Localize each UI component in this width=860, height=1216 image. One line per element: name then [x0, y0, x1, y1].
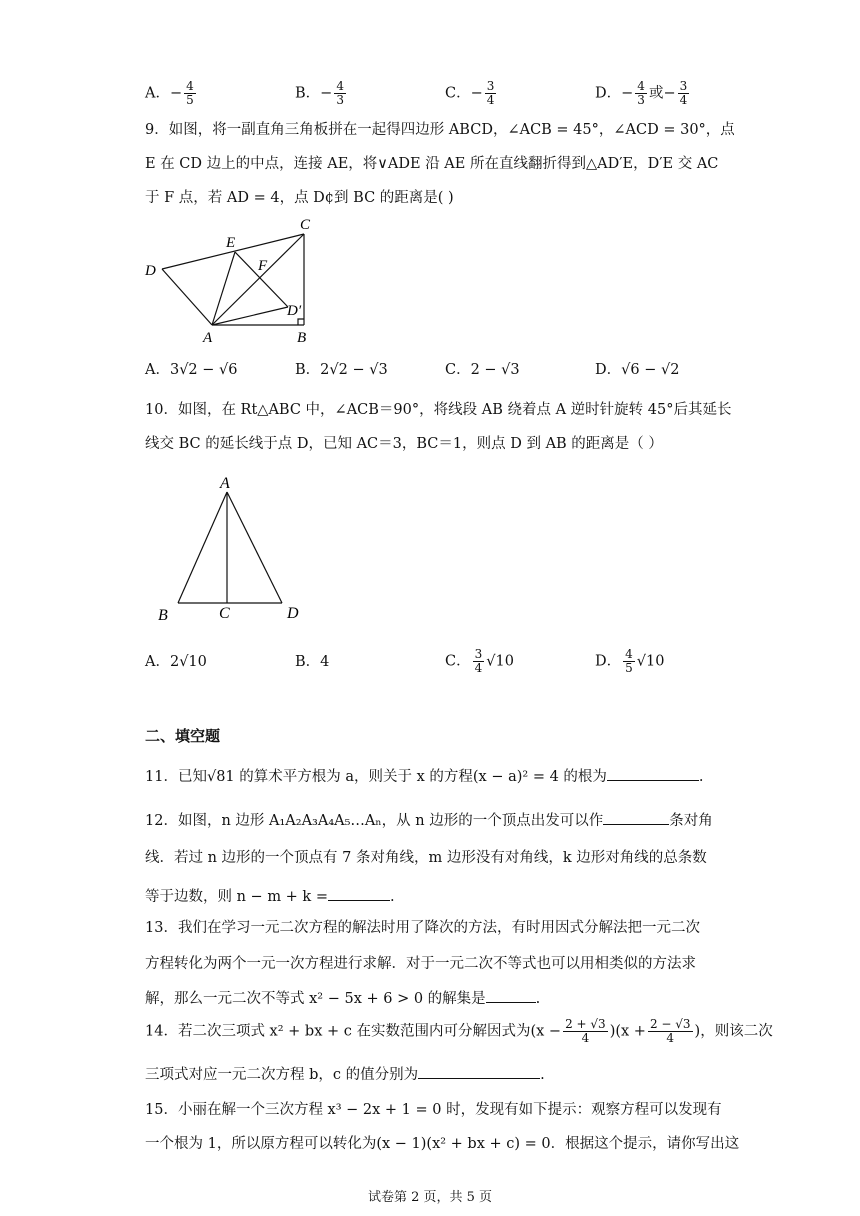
q9-line-3: 于 F 点，若 AD = 4，点 D¢到 BC 的距离是( )	[145, 190, 454, 206]
q12-answer-blank-1	[603, 810, 669, 825]
q11-line: 11．已知√81 的算术平方根为 a，则关于 x 的方程(x − a)² = 4 的根为 .	[145, 766, 704, 787]
section-title-fill-in: 二、填空题	[145, 727, 221, 745]
q8-option-a-fraction: $\frac{4}{5}$	[186, 79, 194, 107]
q14-line-2: 三项式对应一元二次方程 b，c 的值分别为 .	[145, 1064, 545, 1085]
q10-line-2: 线交 BC 的延长线于点 D，已知 AC＝3，BC＝1，则点 D 到 AB 的距离是（ ）	[145, 436, 663, 452]
q10-option-d: D． $\frac{4}{5}$ √10	[595, 647, 665, 675]
q10-figure	[148, 472, 318, 632]
q9-label-dprime: D′	[287, 303, 302, 319]
q13-line-2: 方程转化为两个一元一次方程进行求解．对于一元二次不等式也可以用相类似的方法求	[145, 956, 696, 972]
q9-option-b: B．2√2 − √3	[295, 362, 388, 378]
q9-figure	[140, 212, 340, 347]
q10-label-b: B	[158, 607, 168, 624]
q10-label-a: A	[220, 475, 230, 492]
q15-line-2: 一个根为 1，所以原方程可以转化为(x − 1)(x² + bx + c) = 0．根据这个提示，请你写出这	[145, 1136, 740, 1152]
q15-line-1: 15．小丽在解一个三次方程 x³ − 2x + 1 = 0 时，发现有如下提示：观察方程可以发现有	[145, 1102, 722, 1118]
page-footer: 试卷第 2 页，共 5 页	[367, 1190, 493, 1205]
q14-fraction-1: $\frac{2 + √3}{4}$	[565, 1017, 606, 1045]
q9-label-d: D	[145, 263, 156, 279]
q10-label-c: C	[219, 605, 230, 622]
q9-label-e: E	[226, 235, 236, 251]
q10-line-1: 10．如图，在 Rt△ABC 中，∠ACB＝90°，将线段 AB 绕着点 A 逆时针旋转 45°后其延长	[145, 402, 732, 418]
q14-line-1: 14．若二次三项式 x² + bx + c 在实数范围内可分解因式为(x − $\frac{2 + √3}{4}$ )(x + $\frac{2 - √3}{4}$ )，则该二次	[145, 1017, 773, 1045]
q13-line-1: 13．我们在学习一元二次方程的解法时用了降次的方法，有时用因式分解法把一元二次	[145, 920, 700, 936]
q10-label-d: D	[287, 605, 299, 622]
q9-label-a: A	[203, 330, 213, 346]
q13-line-3: 解，那么一元二次不等式 x² − 5x + 6 > 0 的解集是 .	[145, 988, 540, 1009]
q8-option-b: B．− $\frac{4}{3}$	[295, 79, 344, 107]
q9-label-f: F	[258, 258, 268, 274]
q9-label-c: C	[300, 217, 311, 233]
q9-option-d: D．√6 − √2	[595, 362, 680, 378]
q8-option-c: C．− $\frac{3}{4}$	[445, 79, 495, 107]
q10-option-b: B．4	[295, 654, 330, 670]
q12-line-1: 12．如图，n 边形 A₁A₂A₃A₄A₅…Aₙ，从 n 边形的一个顶点出发可以作 条对角	[145, 810, 713, 831]
q12-line-3: 等于边数，则 n − m + k = .	[145, 886, 395, 907]
q9-option-c: C．2 − √3	[445, 362, 520, 378]
q9-label-b: B	[297, 330, 307, 346]
q8-option-c-fraction: $\frac{3}{4}$	[486, 79, 495, 107]
q8-option-a: A．− $\frac{4}{5}$	[145, 79, 194, 107]
q12-answer-blank-2	[328, 886, 390, 901]
q10-option-a: A．2√10	[145, 654, 207, 670]
q9-line-2: E 在 CD 边上的中点，连接 AE，将∨ADE 沿 AE 所在直线翻折得到△AD′E，D′E 交 AC	[145, 156, 719, 172]
q13-answer-blank	[486, 988, 536, 1003]
q9-line-1: 9．如图，将一副直角三角板拼在一起得四边形 ABCD，∠ACB = 45°，∠ACD = 30°，点	[145, 122, 735, 138]
q11-answer-blank	[607, 766, 699, 781]
q9-option-a: A．3√2 − √6	[145, 362, 238, 378]
q14-fraction-2: $\frac{2 - √3}{4}$	[649, 1017, 691, 1045]
q12-line-2: 线．若过 n 边形的一个顶点有 7 条对角线，m 边形没有对角线，k 边形对角线的总条数	[145, 850, 707, 866]
q10-option-c: C． $\frac{3}{4}$ √10	[445, 647, 514, 675]
q8-option-d: D．− $\frac{4}{3}$ 或− $\frac{3}{4}$	[595, 79, 688, 107]
q14-answer-blank	[418, 1064, 540, 1079]
q8-option-b-fraction: $\frac{4}{3}$	[336, 79, 344, 107]
